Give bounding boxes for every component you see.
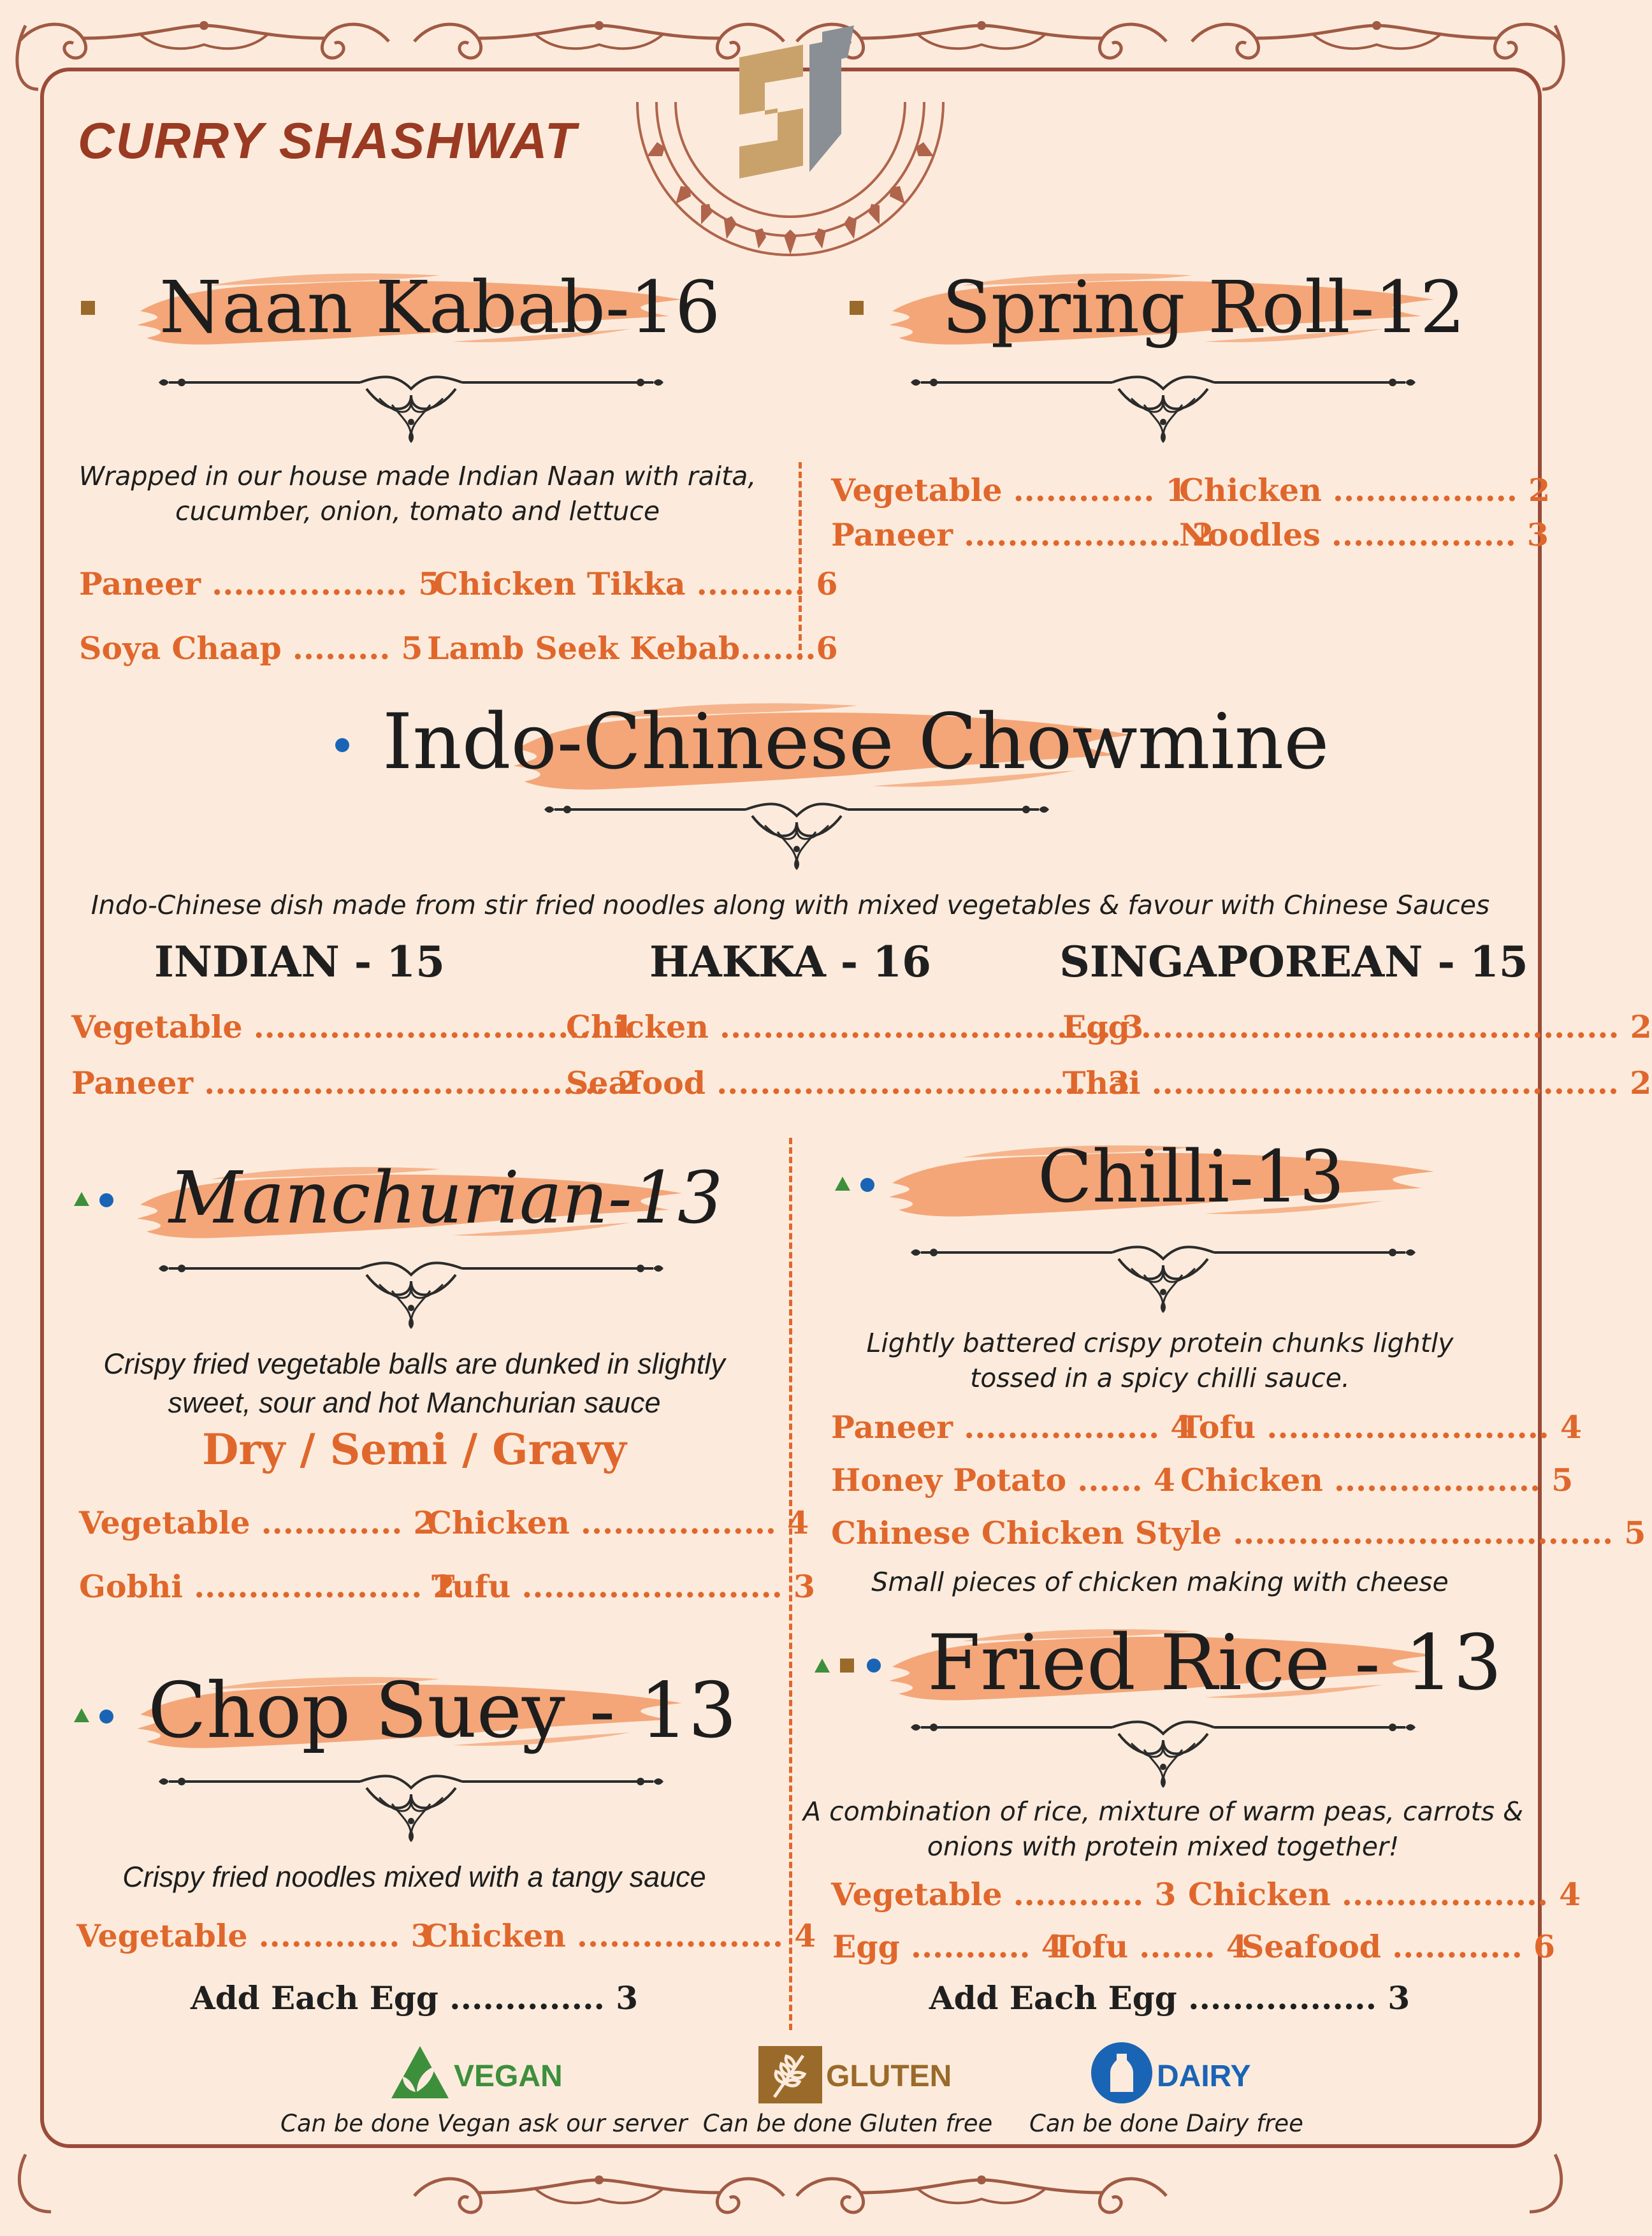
section-title-chilli: Chilli-13 [1038,1136,1345,1219]
menu-item: Vegetable ................................ 1 [71,1008,634,1045]
leaf-triangle-icon [391,2046,449,2098]
ornament-divider [908,1240,1418,1316]
column-heading: SINGAPOREAN - 15 [1059,937,1528,987]
menu-item: Vegetable ............. 3 [76,1917,433,1954]
column-heading: HAKKA - 16 [649,937,932,987]
vegan-triangle-bullet [815,1659,830,1673]
section-title-manchurian: Manchurian-13 [169,1157,723,1240]
item-note: Small pieces of chicken making with cheese [871,1567,1449,1597]
square-bullet [81,301,95,315]
add-egg-line: Add Each Egg ................. 3 [929,1979,1410,2017]
dairy-dot-bullet [335,738,349,752]
menu-item: Honey Potato ...... 4 [831,1462,1175,1499]
menu-item: Paneer .................... 2 [831,516,1214,553]
add-egg-line: Add Each Egg .............. 3 [190,1979,639,2017]
menu-item: Chicken ................... 4 [423,1917,816,1954]
menu-item: Egg ........... 4 [832,1928,1063,1965]
column-heading: INDIAN - 15 [154,937,446,987]
dairy-dot-bullet [99,1710,113,1724]
legend-note-dairy: Can be done Dairy free [1029,2110,1303,2137]
ornament-divider [156,1256,666,1332]
menu-item: Vegetable ............. 1 [831,472,1187,509]
vegan-triangle-bullet [74,1192,89,1206]
section-title-chowmine: Indo-Chinese Chowmine [382,698,1330,787]
menu-item: Paneer .................. 4 [831,1409,1192,1446]
brand-name: CURRY SHASHWAT [78,112,577,169]
menu-item: Tofu ....... 4 [1052,1928,1248,1965]
legend-label-vegan: VEGAN [454,2059,563,2093]
menu-item: Noodles ................. 3 [1179,516,1549,553]
menu-item: Chicken .................. 4 [427,1504,809,1541]
menu-item: Seafood ............ 6 [1242,1928,1555,1965]
menu-item: Chicken .................................... 3 [566,1008,1144,1045]
menu-item: Paneer .................. 5 [79,565,440,602]
dairy-dot-bullet [867,1659,881,1673]
square-bullet [840,1659,854,1673]
vegan-triangle-bullet [835,1177,850,1191]
column-divider [799,462,802,660]
legend-note-gluten: Can be done Gluten free [702,2110,993,2137]
legend-note-vegan: Can be done Vegan ask our server [280,2110,688,2137]
menu-item: Seafood ................................... 3 [566,1064,1130,1101]
ornament-divider [156,370,666,446]
square-bullet [850,301,864,315]
menu-item: Chicken Tikka .......... 6 [433,565,838,602]
section-description: Crispy fried vegetable balls are dunked in slightly sweet, sour and hot Manchurian sauce [103,1347,725,1419]
menu-item: Paneer ..................................... 2 [71,1064,639,1101]
menu-item: Gobhi ..................... 2 [79,1568,455,1605]
section-title-chop-suey: Chop Suey - 13 [148,1667,737,1755]
bottom-ornament [0,2154,1581,2236]
vegan-triangle-bullet [74,1708,89,1722]
ornament-divider [908,370,1418,446]
section-description: Indo-Chinese dish made from stir fried noodles along with mixed vegetables & favour with Chinese Sauces [91,890,1490,920]
ornament-divider [156,1769,666,1845]
dairy-dot-bullet [99,1193,113,1207]
section-title-spring-roll: Spring Roll-12 [942,266,1465,349]
preparation-options: Dry / Semi / Gravy [202,1425,627,1474]
ornament-divider [908,1715,1418,1791]
menu-item: Chinese Chicken Style ................................... 5 [831,1514,1646,1551]
menu-item: Chicken ................. 2 [1179,472,1551,509]
menu-item: Chicken ................... 5 [1180,1462,1574,1499]
menu-item: Vegetable ............ 3 [831,1876,1177,1913]
ornament-divider [542,797,1052,873]
milk-bottle-icon [1091,2042,1152,2103]
wheat-square-icon [758,2046,822,2103]
menu-item: Chicken ................... 4 [1188,1876,1581,1913]
section-description: Wrapped in our house made Indian Naan with raita, cucumber, onion, tomato and lettuce [78,461,757,527]
section-title-fried-rice: Fried Rice - 13 [927,1619,1502,1708]
menu-item: Lamb Seek Kebab.......6 [427,630,838,667]
menu-item: Tofu .......................... 4 [1179,1409,1582,1446]
menu-item: Vegetable ............. 2 [79,1504,435,1541]
menu-item: Thai ........................................... 2 [1062,1064,1652,1101]
section-title-naan-kabab: Naan Kabab-16 [159,266,721,349]
dairy-dot-bullet [860,1178,874,1192]
menu-item: Egg ............................................ 2 [1062,1008,1652,1045]
legend-label-gluten: GLUTEN [826,2059,952,2093]
section-description: A combination of rice, mixture of warm peas, carrots & onions with protein mixed together! [803,1796,1523,1862]
section-description: Crispy fried noodles mixed with a tangy sauce [122,1861,706,1893]
section-description: Lightly battered crispy protein chunks lightly tossed in a spicy chilli sauce. [866,1328,1454,1394]
legend-label-dairy: DAIRY [1157,2059,1251,2093]
menu-item: Soya Chaap ......... 5 [79,630,423,667]
menu-item: Tufu ........................ 3 [431,1568,815,1605]
restaurant-logo [612,19,969,261]
